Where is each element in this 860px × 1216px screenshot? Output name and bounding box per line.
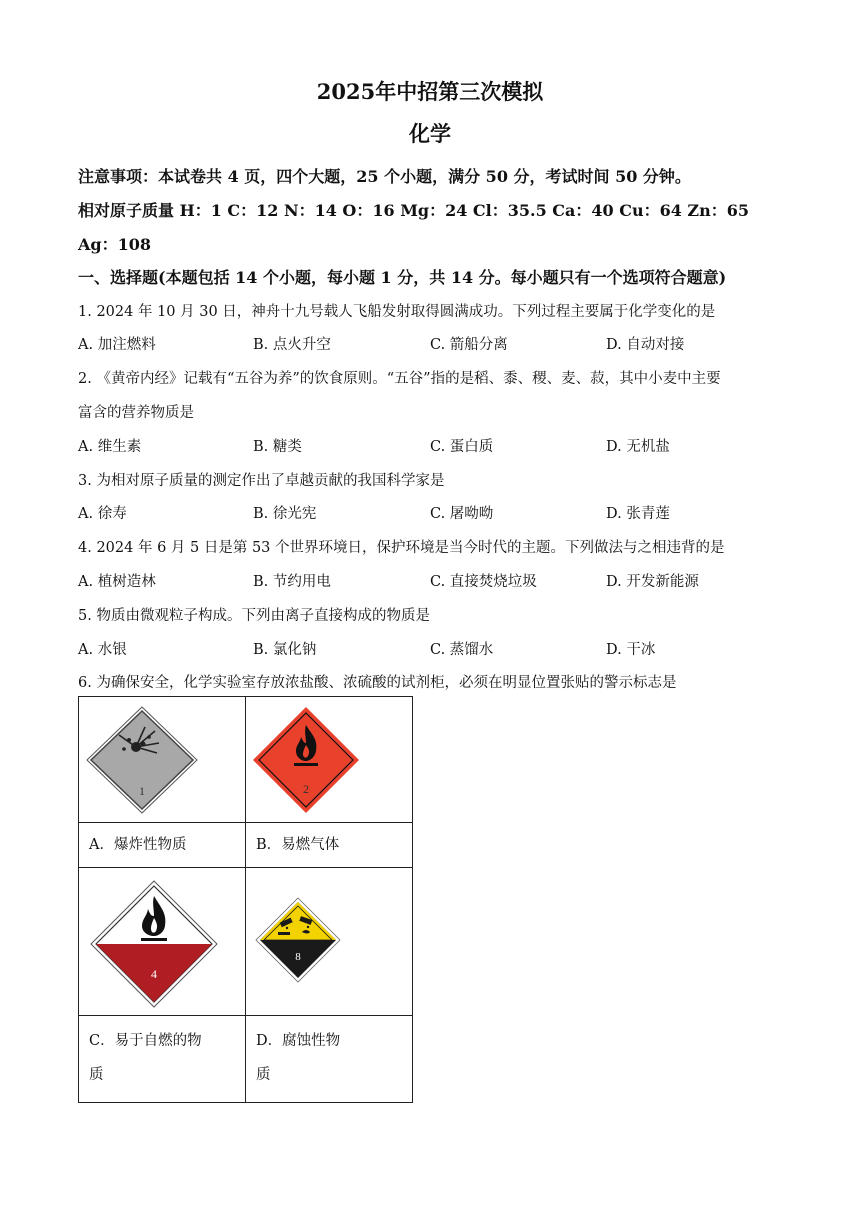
sign-caption-d-line1: D．腐蚀性物	[256, 1033, 341, 1049]
question-3-stem: 3. 为相对原子质量的测定作出了卓越贡献的我国科学家是	[78, 473, 445, 489]
question-2-option-b: B. 糖类	[253, 439, 302, 455]
sign-caption-d-line2: 质	[256, 1067, 271, 1083]
question-3-option-d: D. 张青莲	[606, 506, 670, 522]
question-1-stem: 1. 2024 年 10 月 30 日，神舟十九号载人飞船发射取得圆满成功。下列过程主要属于化学变化的是	[78, 304, 716, 320]
question-5-option-b: B. 氯化钠	[253, 642, 317, 658]
subject-title: 化学	[409, 121, 451, 146]
atomic-mass-line-1: 相对原子质量 H：1 C：12 N：14 O：16 Mg：24 Cl：35.5 Ca：40 Cu：64 Zn：65	[78, 201, 750, 220]
flammable-gas-sign	[246, 697, 392, 822]
sign-cell-flammable-gas	[246, 697, 413, 823]
explosive-sign	[79, 697, 225, 822]
sign-caption-a: A．爆炸性物质	[79, 823, 246, 868]
question-2-option-c: C. 蛋白质	[430, 439, 494, 455]
question-4-option-c: C. 直接焚烧垃圾	[430, 574, 537, 590]
question-2-option-a: A. 维生素	[78, 439, 142, 455]
question-1-option-a: A. 加注燃料	[78, 337, 156, 353]
question-5-stem: 5. 物质由微观粒子构成。下列由离子直接构成的物质是	[78, 608, 430, 624]
section-heading: 一、选择题(本题包括 14 个小题，每小题 1 分，共 14 分。每小题只有一个选项符合题意)	[78, 268, 727, 287]
question-5-option-a: A. 水银	[78, 642, 127, 658]
question-2-stem-continued: 富含的营养物质是	[78, 405, 194, 421]
sign-number: 1	[139, 784, 145, 798]
notice-text: 注意事项：本试卷共 4 页，四个大题，25 个小题，满分 50 分，考试时间 50 分钟。	[78, 167, 691, 186]
sign-number: 2	[303, 782, 309, 796]
question-4-option-b: B. 节约用电	[253, 574, 331, 590]
corrosive-sign	[246, 868, 392, 1015]
sign-cell-corrosive	[246, 868, 413, 1016]
sign-number: 4	[151, 967, 157, 981]
sign-number: 8	[295, 951, 301, 963]
question-6-stem: 6. 为确保安全，化学实验室存放浓盐酸、浓硫酸的试剂柜，必须在明显位置张贴的警示标志是	[78, 675, 677, 691]
sign-caption-c	[79, 1016, 246, 1103]
sign-caption-d	[246, 1016, 413, 1103]
question-4-option-a: A. 植树造林	[78, 574, 156, 590]
exam-title: 2025年中招第三次模拟	[316, 79, 544, 104]
spontaneous-combustion-sign	[79, 868, 225, 1015]
sign-cell-explosive	[79, 697, 246, 823]
sign-cell-spontaneous-combustion	[79, 868, 246, 1016]
question-4-option-d: D. 开发新能源	[606, 574, 699, 590]
question-3-option-b: B. 徐光宪	[253, 506, 317, 522]
question-1-option-d: D. 自动对接	[606, 337, 685, 353]
atomic-mass-line-2: Ag：108	[78, 235, 152, 254]
question-3-option-c: C. 屠呦呦	[430, 506, 494, 522]
sign-caption-c-line2: 质	[89, 1067, 104, 1083]
question-1-option-c: C. 箭船分离	[430, 337, 508, 353]
question-5-option-d: D. 干冰	[606, 642, 656, 658]
question-4-stem: 4. 2024 年 6 月 5 日是第 53 个世界环境日，保护环境是当今时代的主题。下列做法与之相违背的是	[78, 540, 725, 556]
sign-caption-b: B．易燃气体	[246, 823, 413, 868]
question-1-option-b: B. 点火升空	[253, 337, 331, 353]
question-5-option-c: C. 蒸馏水	[430, 642, 494, 658]
sign-caption-c-line1: C．易于自燃的物	[89, 1033, 202, 1049]
question-3-option-a: A. 徐寿	[78, 506, 127, 522]
question-2-stem: 2. 《黄帝内经》记载有“五谷为养”的饮食原则。“五谷”指的是稻、黍、稷、麦、菽，其中小麦中主要	[78, 371, 721, 387]
hazard-sign-table	[78, 696, 413, 1103]
question-2-option-d: D. 无机盐	[606, 439, 670, 455]
